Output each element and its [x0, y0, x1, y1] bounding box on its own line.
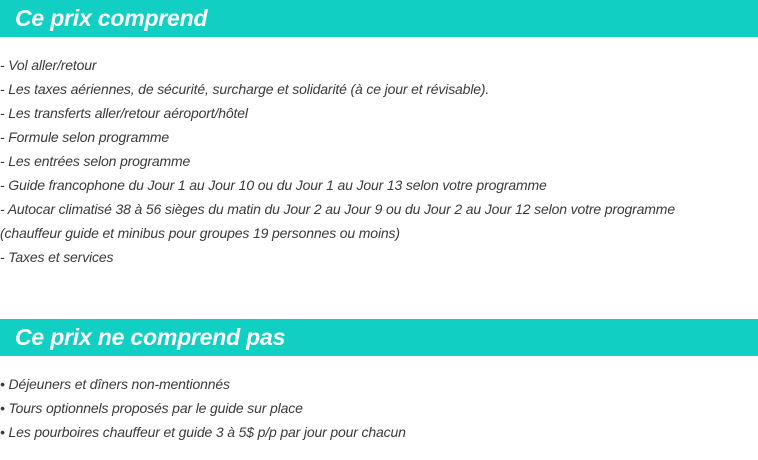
list-item: • Déjeuners et dîners non-mentionnés — [0, 376, 230, 392]
list-item: • Les pourboires chauffeur et guide 3 à 5$ p/p par jour pour chacun — [0, 424, 406, 440]
includes-list — [0, 53, 758, 269]
section-header-excludes — [0, 319, 758, 356]
list-item: (chauffeur guide et minibus pour groupes 19 personnes ou moins) — [0, 225, 400, 241]
list-item: - Autocar climatisé 38 à 56 sièges du matin du Jour 2 au Jour 9 ou du Jour 2 au Jour 12 selon votre programme — [0, 201, 675, 217]
list-item: • Tours optionnels proposés par le guide sur place — [0, 400, 303, 416]
section-title-excludes: Ce prix ne comprend pas — [15, 324, 286, 350]
list-item: - Formule selon programme — [0, 129, 169, 145]
section-title-includes: Ce prix comprend — [15, 5, 208, 31]
list-item: - Les taxes aériennes, de sécurité, surcharge et solidarité (à ce jour et révisable). — [0, 81, 490, 97]
excludes-list — [0, 372, 758, 444]
section-header-includes — [0, 0, 758, 37]
list-item: - Taxes et services — [0, 249, 114, 265]
list-item: - Les transferts aller/retour aéroport/hôtel — [0, 105, 248, 121]
list-item: - Vol aller/retour — [0, 57, 97, 73]
list-item: - Guide francophone du Jour 1 au Jour 10 ou du Jour 1 au Jour 13 selon votre programme — [0, 177, 547, 193]
list-item: - Les entrées selon programme — [0, 153, 191, 169]
